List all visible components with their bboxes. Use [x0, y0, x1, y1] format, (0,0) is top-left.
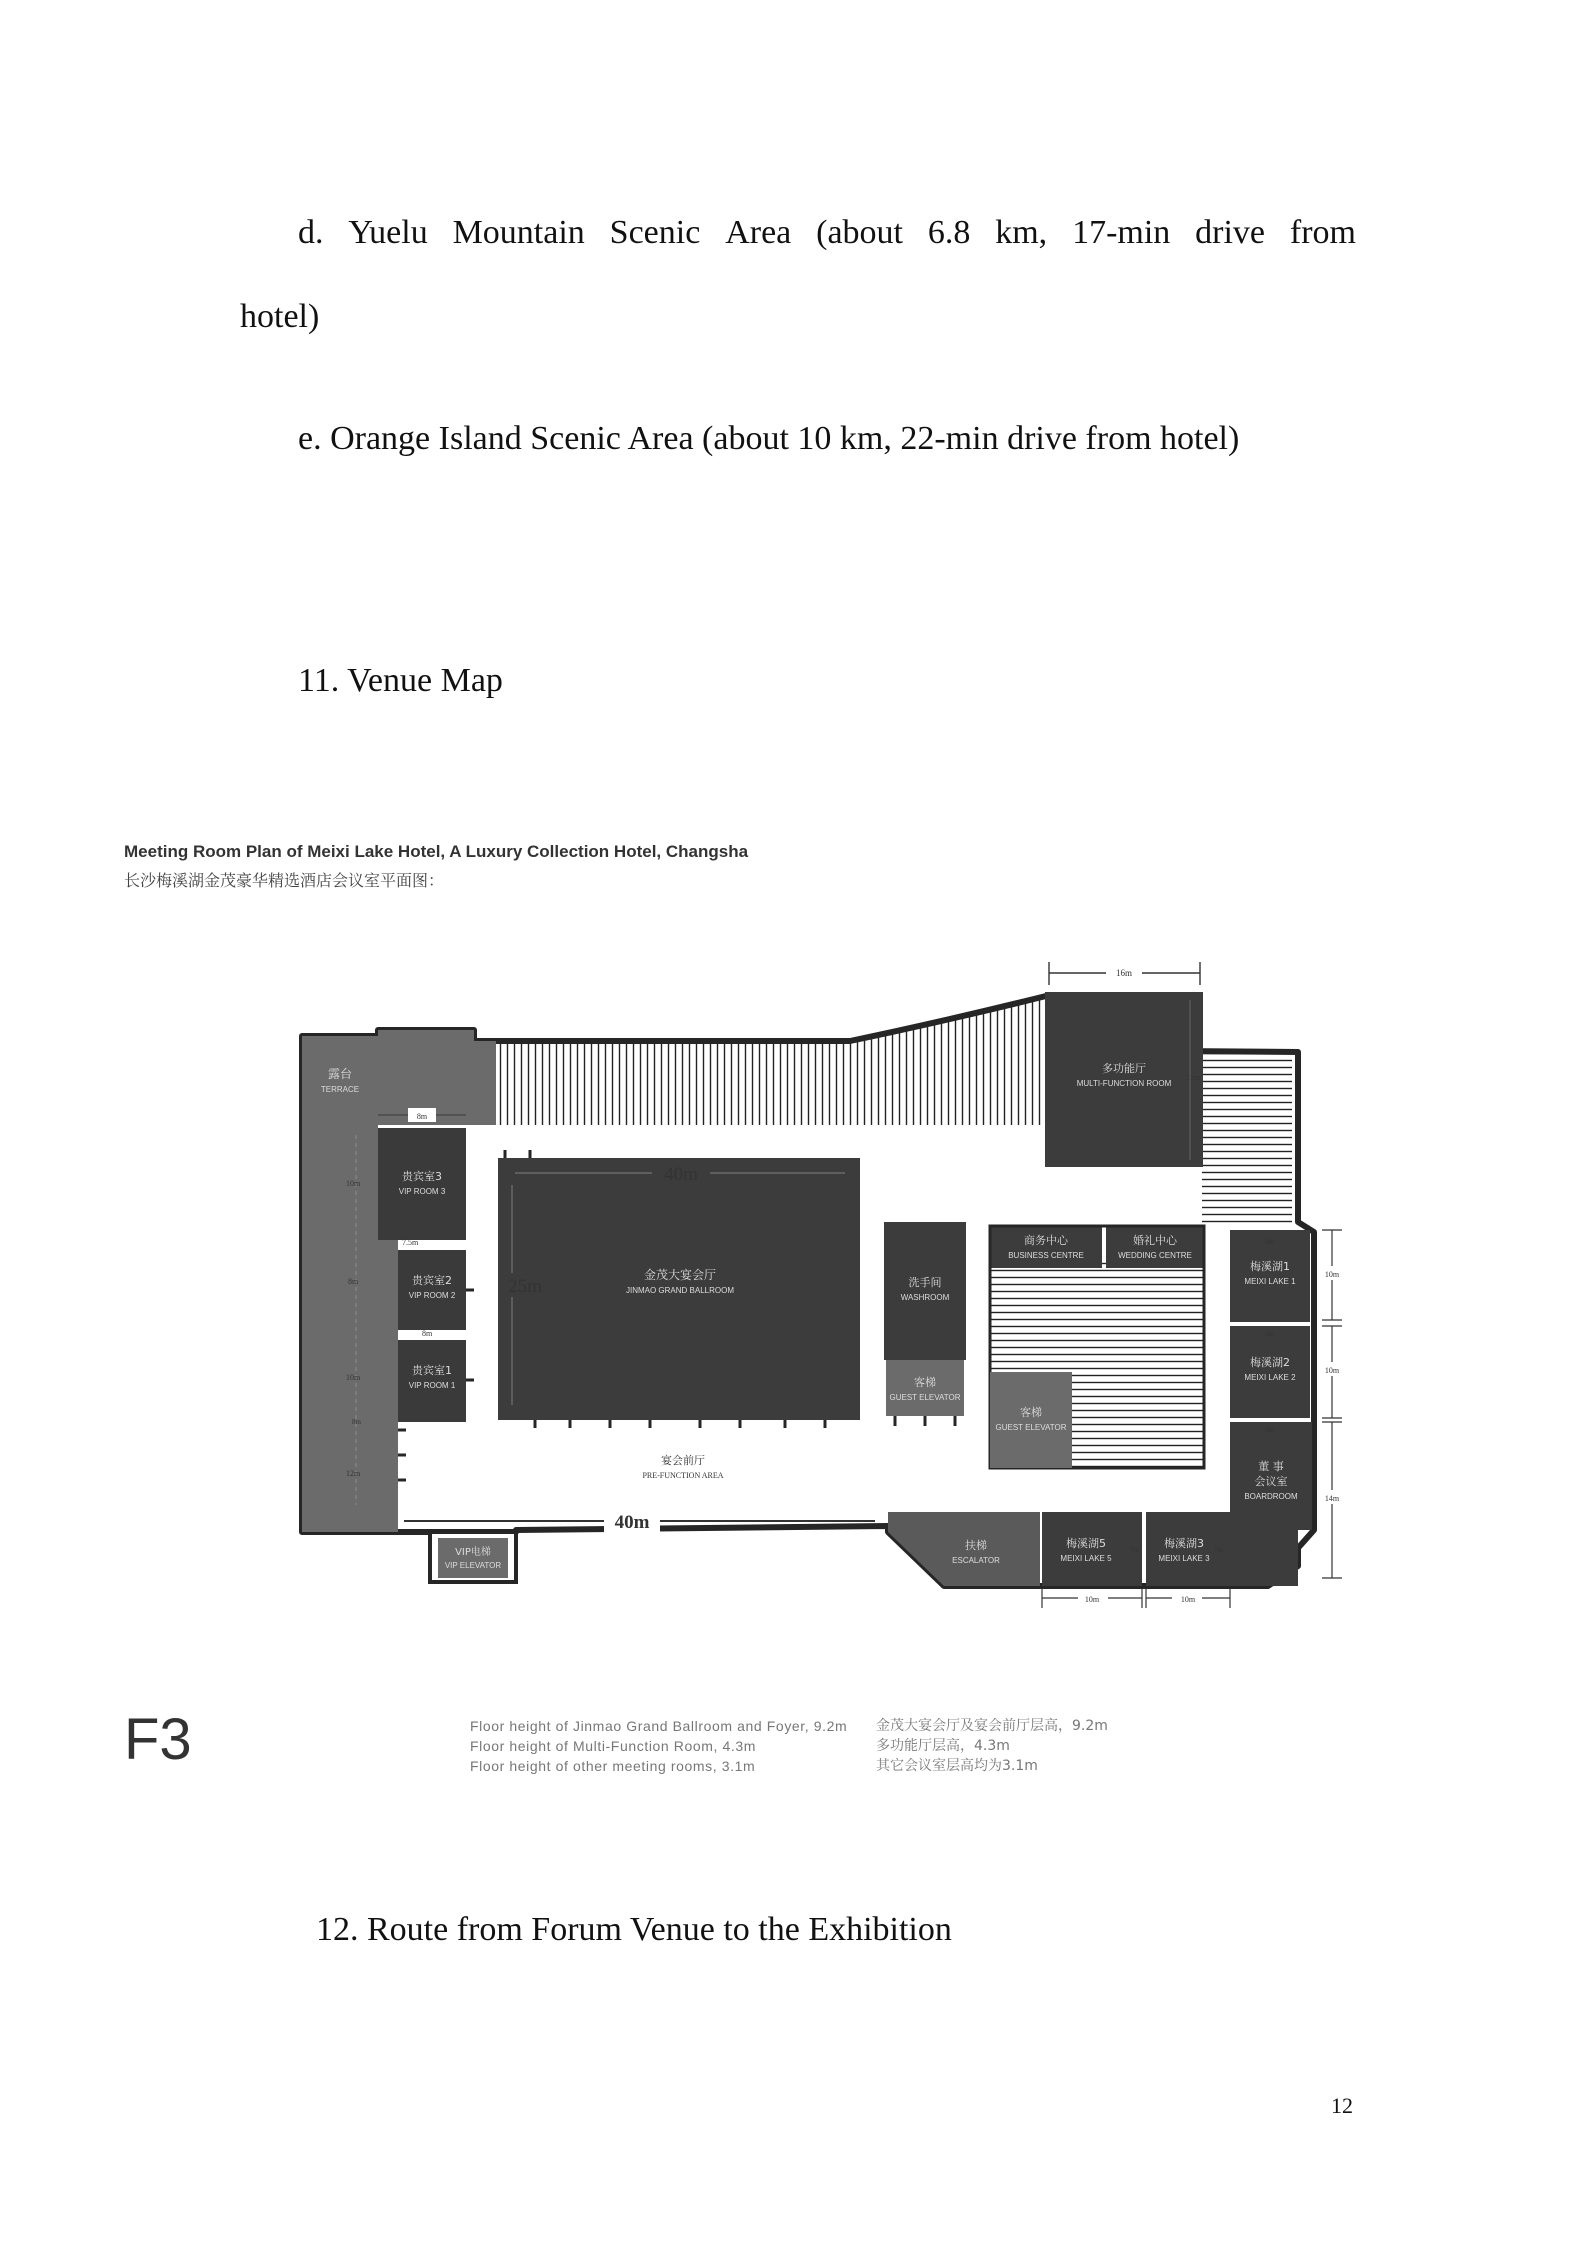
vip-room-3	[378, 1128, 466, 1240]
dim-vip3-h: 10m	[346, 1179, 361, 1188]
boardroom-label-en: BOARDROOM	[1244, 1492, 1298, 1501]
item-d-word: Area	[725, 214, 792, 251]
dim-lower-h: 12m	[346, 1469, 361, 1478]
prefunc-label-en: PRE-FUNCTION AREA	[642, 1471, 724, 1480]
section-heading-route: 12. Route from Forum Venue to the Exhibition	[316, 1911, 952, 1948]
note-line: Floor height of Jinmao Grand Ballroom and Foyer, 9.2m	[470, 1718, 848, 1734]
note-line: Floor height of Multi-Function Room, 4.3m	[470, 1738, 757, 1754]
dim-lake1-h: 10m	[1324, 1270, 1340, 1279]
guest-elev2-label-cn: 客梯	[1020, 1406, 1042, 1419]
washroom-doors	[895, 1416, 955, 1426]
note-line: 其它会议室层高均为3.1m	[876, 1758, 1038, 1774]
meixi-lake-2	[1230, 1326, 1310, 1418]
lake2-label-cn: 梅溪湖2	[1250, 1356, 1290, 1369]
item-d-word: (about	[816, 214, 903, 251]
dim-mfr-w: 16m	[1115, 968, 1133, 978]
note-line: Floor height of other meeting rooms, 3.1m	[470, 1758, 756, 1774]
item-d-word: 6.8	[927, 214, 971, 251]
prefunc-label-cn: 宴会前厅	[661, 1455, 705, 1467]
escalator-label-cn: 扶梯	[965, 1539, 987, 1552]
dim-vip2-w: 7.5m	[402, 1238, 419, 1247]
vip1-label-cn: 贵宾室1	[412, 1364, 452, 1377]
wedding-centre	[1106, 1226, 1204, 1268]
escalator-label-en: ESCALATOR	[952, 1556, 1000, 1565]
mfr-label-en: MULTI-FUNCTION ROOM	[1076, 1079, 1172, 1088]
vip3-label-en: VIP ROOM 3	[398, 1187, 446, 1196]
item-e: e. Orange Island Scenic Area (about 10 km, 22-min drive from hotel)	[298, 420, 1240, 457]
east-corridor-hatch	[1202, 1052, 1292, 1227]
vip-room-2	[398, 1250, 466, 1330]
dim-vip2-h: 8m	[348, 1277, 359, 1286]
lake1-label-en: MEIXI LAKE 1	[1244, 1277, 1296, 1286]
lake5-label-cn: 梅溪湖5	[1066, 1537, 1106, 1550]
ballroom-label-cn: 金茂大宴会厅	[643, 1268, 717, 1282]
boardroom-label-cn-2: 会议室	[1254, 1475, 1288, 1488]
plan-title-en: Meeting Room Plan of Meixi Lake Hotel, A Luxury Collection Hotel, Changsha	[124, 842, 749, 861]
wedding-label-cn: 婚礼中心	[1133, 1234, 1177, 1247]
vip3-label-cn: 贵宾室3	[402, 1170, 442, 1183]
boardroom-label-cn-1: 董 事	[1258, 1460, 1284, 1473]
item-d-word: d.	[298, 214, 324, 251]
vip-elevator	[438, 1538, 508, 1578]
item-d-word: Mountain	[452, 214, 585, 251]
floor-label: F3	[124, 1707, 192, 1772]
mfr-label-cn: 多功能厅	[1102, 1062, 1146, 1075]
business-label-en: BUSINESS CENTRE	[1008, 1251, 1084, 1260]
vipelev-label-en: VIP ELEVATOR	[444, 1561, 502, 1570]
plan-title-cn: 长沙梅溪湖金茂豪华精选酒店会议室平面图：	[124, 871, 445, 890]
dim-prefunc-w: 40m	[614, 1512, 650, 1533]
dim-vip-w: 8m	[416, 1112, 428, 1121]
vip2-label-cn: 贵宾室2	[412, 1274, 452, 1287]
page-number: 12	[1331, 2093, 1353, 2118]
lake1-label-cn: 梅溪湖1	[1250, 1260, 1290, 1273]
wedding-label-en: WEDDING CENTRE	[1118, 1251, 1192, 1260]
item-d-word: from	[1289, 214, 1356, 251]
dim-lake5-w: 10m	[1084, 1595, 1100, 1604]
dim-mfr-h: 11m	[1186, 1073, 1200, 1082]
lake5-label-en: MEIXI LAKE 5	[1060, 1554, 1112, 1563]
dim-lower-w: 8m	[352, 1418, 361, 1426]
dim-lake2-h: 10m	[1324, 1366, 1340, 1375]
item-d-word: drive	[1195, 214, 1266, 251]
guest-elev-label-en: GUEST ELEVATOR	[889, 1393, 961, 1402]
terrace-label-cn: 露台	[327, 1067, 353, 1081]
dim-lake1-w: 9m	[1265, 1238, 1275, 1246]
washroom-label-cn: 洗手间	[908, 1276, 942, 1289]
floor-height-notes-en	[470, 1716, 847, 1776]
business-centre	[990, 1226, 1102, 1268]
vipelev-label-cn: VIP电梯	[455, 1547, 491, 1558]
business-label-cn: 商务中心	[1024, 1234, 1068, 1247]
lake3-label-en: MEIXI LAKE 3	[1158, 1554, 1210, 1563]
dim-vip1-w: 8m	[422, 1329, 433, 1338]
floor-height-notes-cn	[876, 1716, 1108, 1776]
dim-lake5-h: 7m	[1130, 1546, 1139, 1554]
dim-ballroom-w: 40m	[664, 1164, 698, 1185]
item-d-word: 17-min	[1072, 214, 1171, 251]
section-heading-venue-map: 11. Venue Map	[298, 662, 503, 699]
dim-lake2-w: 9m	[1265, 1330, 1275, 1338]
lake3-label-cn: 梅溪湖3	[1164, 1537, 1204, 1550]
dim-ballroom-h: 25m	[508, 1276, 542, 1297]
dim-board-w: 9m	[1265, 1426, 1275, 1434]
guest-elev-label-cn: 客梯	[914, 1376, 936, 1389]
terrace-label-en: TERRACE	[320, 1085, 360, 1094]
guest-elevator-2	[990, 1372, 1072, 1468]
item-d-word: Yuelu	[348, 214, 428, 251]
dim-vip1-h: 10m	[346, 1373, 361, 1382]
washroom	[884, 1222, 966, 1360]
lake2-label-en: MEIXI LAKE 2	[1244, 1373, 1296, 1382]
item-d-word: Scenic	[609, 214, 701, 251]
right-dims	[1322, 1230, 1342, 1578]
escalator	[888, 1512, 1040, 1586]
vip2-label-en: VIP ROOM 2	[408, 1291, 456, 1300]
item-d-word: km,	[995, 214, 1048, 251]
ballroom-label-en: JINMAO GRAND BALLROOM	[625, 1286, 735, 1295]
item-d-line2: hotel)	[240, 298, 320, 335]
note-line: 金茂大宴会厅及宴会前厅层高，9.2m	[876, 1718, 1108, 1734]
note-line: 多功能厅层高，4.3m	[876, 1738, 1010, 1754]
dim-lake3-w: 10m	[1180, 1595, 1196, 1604]
dim-board-h: 14m	[1324, 1494, 1340, 1503]
dim-lake3-h: 7m	[1214, 1546, 1223, 1554]
right-bottom-block	[1230, 1530, 1298, 1586]
washroom-label-en: WASHROOM	[900, 1293, 950, 1302]
guest-elev2-label-en: GUEST ELEVATOR	[995, 1423, 1067, 1432]
vip1-label-en: VIP ROOM 1	[408, 1381, 456, 1390]
